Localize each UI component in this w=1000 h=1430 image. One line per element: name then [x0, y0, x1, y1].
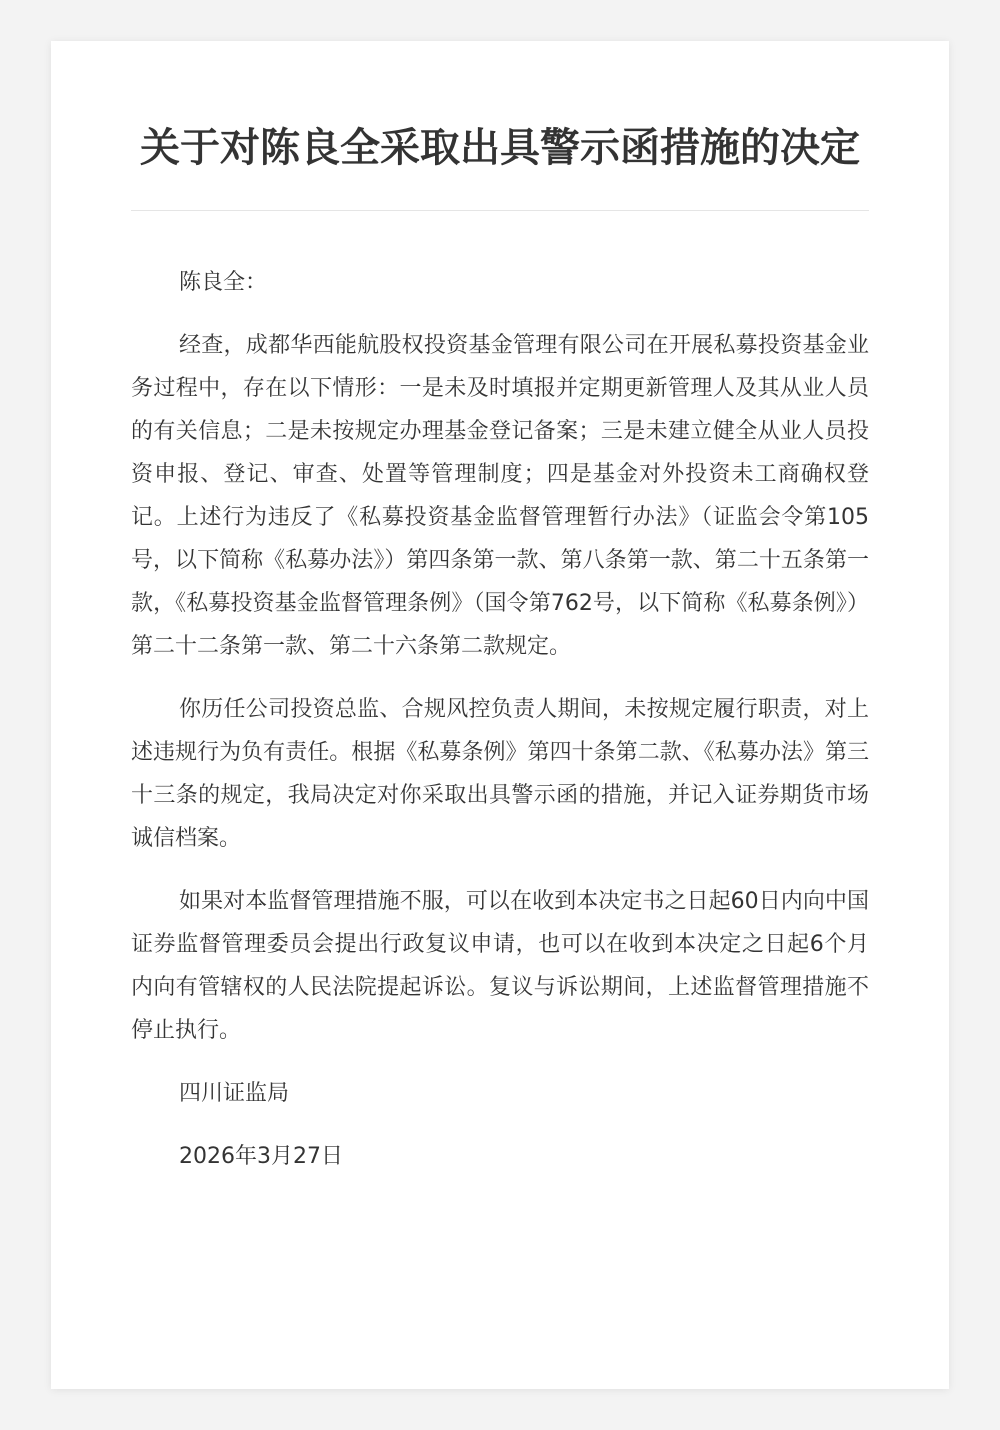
issue-date: 2026年3月27日: [179, 1144, 343, 1169]
issuer: 四川证监局: [179, 1081, 290, 1106]
paragraph-decision: 你历任公司投资总监、合规风控负责人期间，未按规定履行职责，对上述违规行为负有责任。根据《私募条例》第四十条第二款、《私募办法》第三十三条的规定，我局决定对你采取出具警示函的措施，并记入证券期货市场诚信档案。: [131, 697, 869, 851]
paragraph-findings: 经查，成都华西能航股权投资基金管理有限公司在开展私募投资基金业务过程中，存在以下情形：一是未及时填报并定期更新管理人及其从业人员的有关信息；二是未按规定办理基金登记备案；三是未建立健全从业人员投资申报、登记、审查、处置等管理制度；四是基金对外投资未工商确权登记。上述行为违反了《私募投资基金监督管理暂行办法》（证监会令第105号，以下简称《私募办法》）第四条第一款、第八条第一款、第二十五条第一款，《私募投资基金监督管理条例》（国令第762号，以下简称《私募条例》）第二十二条第一款、第二十六条第二款规定。: [131, 333, 869, 659]
paragraph-appeal: 如果对本监督管理措施不服，可以在收到本决定书之日起60日内向中国证券监督管理委员会提出行政复议申请，也可以在收到本决定之日起6个月内向有管辖权的人民法院提起诉讼。复议与诉讼期间，上述监督管理措施不停止执行。: [131, 889, 869, 1043]
document-card: [51, 41, 949, 1389]
greeting: 陈良全：: [179, 270, 268, 295]
document-body: [131, 261, 869, 1178]
title-divider: [131, 210, 869, 211]
document-title: 关于对陈良全采取出具警示函措施的决定: [140, 125, 860, 171]
